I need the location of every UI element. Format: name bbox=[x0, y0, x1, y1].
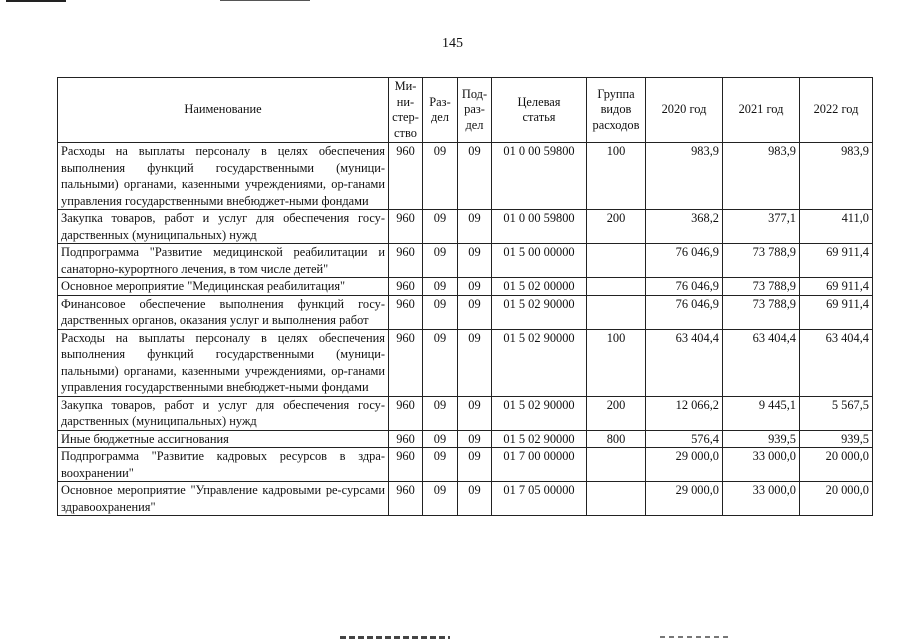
row-value-2020: 983,9 bbox=[646, 143, 723, 210]
header-subsection: Под- раз- дел bbox=[458, 78, 492, 143]
row-section: 09 bbox=[423, 244, 458, 278]
scan-artifact bbox=[340, 636, 450, 639]
header-2022: 2022 год bbox=[800, 78, 873, 143]
table-row bbox=[58, 482, 873, 516]
table-row bbox=[58, 430, 873, 448]
scan-artifact bbox=[6, 0, 66, 2]
row-subsection: 09 bbox=[458, 448, 492, 482]
row-value-2021: 73 788,9 bbox=[723, 278, 800, 296]
row-value-2021: 33 000,0 bbox=[723, 482, 800, 516]
row-value-2022: 69 911,4 bbox=[800, 244, 873, 278]
budget-table bbox=[57, 77, 873, 516]
table-row bbox=[58, 143, 873, 210]
row-target-article: 01 7 00 00000 bbox=[492, 448, 587, 482]
row-name: Основное мероприятие "Управление кадровыми ре-сурсами здравоохранения" bbox=[58, 482, 389, 516]
scan-artifact bbox=[220, 0, 310, 1]
row-subsection: 09 bbox=[458, 482, 492, 516]
row-target-article: 01 5 02 90000 bbox=[492, 396, 587, 430]
row-expense-group bbox=[587, 244, 646, 278]
row-name: Расходы на выплаты персоналу в целях обеспечения выполнения функций государственными (муници-пальными) органами, казенными учреждениями, ор-ганами управления государственными внебюджет-ными фондами bbox=[58, 329, 389, 396]
row-name: Закупка товаров, работ и услуг для обеспечения госу-дарственных (муниципальных) нужд bbox=[58, 396, 389, 430]
row-section: 09 bbox=[423, 396, 458, 430]
row-section: 09 bbox=[423, 448, 458, 482]
header-ministry: Ми- ни- стер- ство bbox=[389, 78, 423, 143]
table-row bbox=[58, 329, 873, 396]
row-ministry: 960 bbox=[389, 329, 423, 396]
row-value-2020: 576,4 bbox=[646, 430, 723, 448]
row-subsection: 09 bbox=[458, 430, 492, 448]
row-name: Подпрограмма "Развитие медицинской реабилитации и санаторно-курортного лечения, в том числе детей" bbox=[58, 244, 389, 278]
header-name: Наименование bbox=[58, 78, 389, 143]
row-target-article: 01 5 00 00000 bbox=[492, 244, 587, 278]
row-subsection: 09 bbox=[458, 244, 492, 278]
header-2021: 2021 год bbox=[723, 78, 800, 143]
row-ministry: 960 bbox=[389, 210, 423, 244]
header-section: Раз- дел bbox=[423, 78, 458, 143]
row-value-2022: 63 404,4 bbox=[800, 329, 873, 396]
row-subsection: 09 bbox=[458, 278, 492, 296]
row-value-2022: 939,5 bbox=[800, 430, 873, 448]
row-ministry: 960 bbox=[389, 278, 423, 296]
row-section: 09 bbox=[423, 278, 458, 296]
table-row bbox=[58, 210, 873, 244]
row-subsection: 09 bbox=[458, 329, 492, 396]
row-expense-group bbox=[587, 295, 646, 329]
row-name: Закупка товаров, работ и услуг для обеспечения госу-дарственных (муниципальных) нужд bbox=[58, 210, 389, 244]
row-value-2022: 5 567,5 bbox=[800, 396, 873, 430]
row-ministry: 960 bbox=[389, 295, 423, 329]
row-value-2022: 69 911,4 bbox=[800, 278, 873, 296]
row-subsection: 09 bbox=[458, 295, 492, 329]
row-section: 09 bbox=[423, 482, 458, 516]
row-name: Иные бюджетные ассигнования bbox=[58, 430, 389, 448]
row-value-2021: 63 404,4 bbox=[723, 329, 800, 396]
table-row bbox=[58, 244, 873, 278]
row-expense-group: 100 bbox=[587, 329, 646, 396]
row-value-2021: 73 788,9 bbox=[723, 244, 800, 278]
row-value-2020: 29 000,0 bbox=[646, 448, 723, 482]
row-value-2021: 73 788,9 bbox=[723, 295, 800, 329]
row-subsection: 09 bbox=[458, 396, 492, 430]
row-ministry: 960 bbox=[389, 143, 423, 210]
table-row bbox=[58, 448, 873, 482]
row-value-2022: 69 911,4 bbox=[800, 295, 873, 329]
row-value-2022: 20 000,0 bbox=[800, 482, 873, 516]
row-name: Подпрограмма "Развитие кадровых ресурсов в здра-воохранении" bbox=[58, 448, 389, 482]
header-target: Целевая статья bbox=[492, 78, 587, 143]
row-subsection: 09 bbox=[458, 210, 492, 244]
row-name: Основное мероприятие "Медицинская реабилитация" bbox=[58, 278, 389, 296]
row-value-2022: 983,9 bbox=[800, 143, 873, 210]
row-name: Расходы на выплаты персоналу в целях обеспечения выполнения функций государственными (муници-пальными) органами, казенными учреждениями, ор-ганами управления государственными внебюджет-ными фондами bbox=[58, 143, 389, 210]
row-expense-group bbox=[587, 278, 646, 296]
row-value-2022: 411,0 bbox=[800, 210, 873, 244]
table-row bbox=[58, 295, 873, 329]
row-ministry: 960 bbox=[389, 244, 423, 278]
row-expense-group bbox=[587, 482, 646, 516]
row-target-article: 01 5 02 90000 bbox=[492, 329, 587, 396]
row-value-2021: 939,5 bbox=[723, 430, 800, 448]
row-value-2021: 377,1 bbox=[723, 210, 800, 244]
row-ministry: 960 bbox=[389, 482, 423, 516]
row-value-2021: 983,9 bbox=[723, 143, 800, 210]
row-value-2022: 20 000,0 bbox=[800, 448, 873, 482]
row-name: Финансовое обеспечение выполнения функций госу-дарственных органов, оказания услуг и выполнения работ bbox=[58, 295, 389, 329]
row-value-2020: 76 046,9 bbox=[646, 295, 723, 329]
row-value-2020: 63 404,4 bbox=[646, 329, 723, 396]
header-group: Группа видов расходов bbox=[587, 78, 646, 143]
row-expense-group: 200 bbox=[587, 210, 646, 244]
row-section: 09 bbox=[423, 430, 458, 448]
row-ministry: 960 bbox=[389, 448, 423, 482]
row-target-article: 01 0 00 59800 bbox=[492, 143, 587, 210]
row-target-article: 01 5 02 90000 bbox=[492, 430, 587, 448]
row-value-2020: 76 046,9 bbox=[646, 278, 723, 296]
row-ministry: 960 bbox=[389, 396, 423, 430]
row-section: 09 bbox=[423, 295, 458, 329]
row-ministry: 960 bbox=[389, 430, 423, 448]
row-subsection: 09 bbox=[458, 143, 492, 210]
scan-artifact bbox=[660, 636, 730, 638]
row-value-2020: 368,2 bbox=[646, 210, 723, 244]
row-section: 09 bbox=[423, 143, 458, 210]
row-value-2020: 76 046,9 bbox=[646, 244, 723, 278]
row-value-2020: 12 066,2 bbox=[646, 396, 723, 430]
row-value-2021: 33 000,0 bbox=[723, 448, 800, 482]
row-target-article: 01 5 02 90000 bbox=[492, 295, 587, 329]
table-row bbox=[58, 278, 873, 296]
page-number: 145 bbox=[442, 36, 463, 51]
row-value-2020: 29 000,0 bbox=[646, 482, 723, 516]
table-row bbox=[58, 396, 873, 430]
row-target-article: 01 0 00 59800 bbox=[492, 210, 587, 244]
row-section: 09 bbox=[423, 210, 458, 244]
row-target-article: 01 5 02 00000 bbox=[492, 278, 587, 296]
row-section: 09 bbox=[423, 329, 458, 396]
header-2020: 2020 год bbox=[646, 78, 723, 143]
row-expense-group: 800 bbox=[587, 430, 646, 448]
row-target-article: 01 7 05 00000 bbox=[492, 482, 587, 516]
row-expense-group: 100 bbox=[587, 143, 646, 210]
table-header-row bbox=[58, 78, 873, 143]
row-expense-group: 200 bbox=[587, 396, 646, 430]
row-expense-group bbox=[587, 448, 646, 482]
row-value-2021: 9 445,1 bbox=[723, 396, 800, 430]
